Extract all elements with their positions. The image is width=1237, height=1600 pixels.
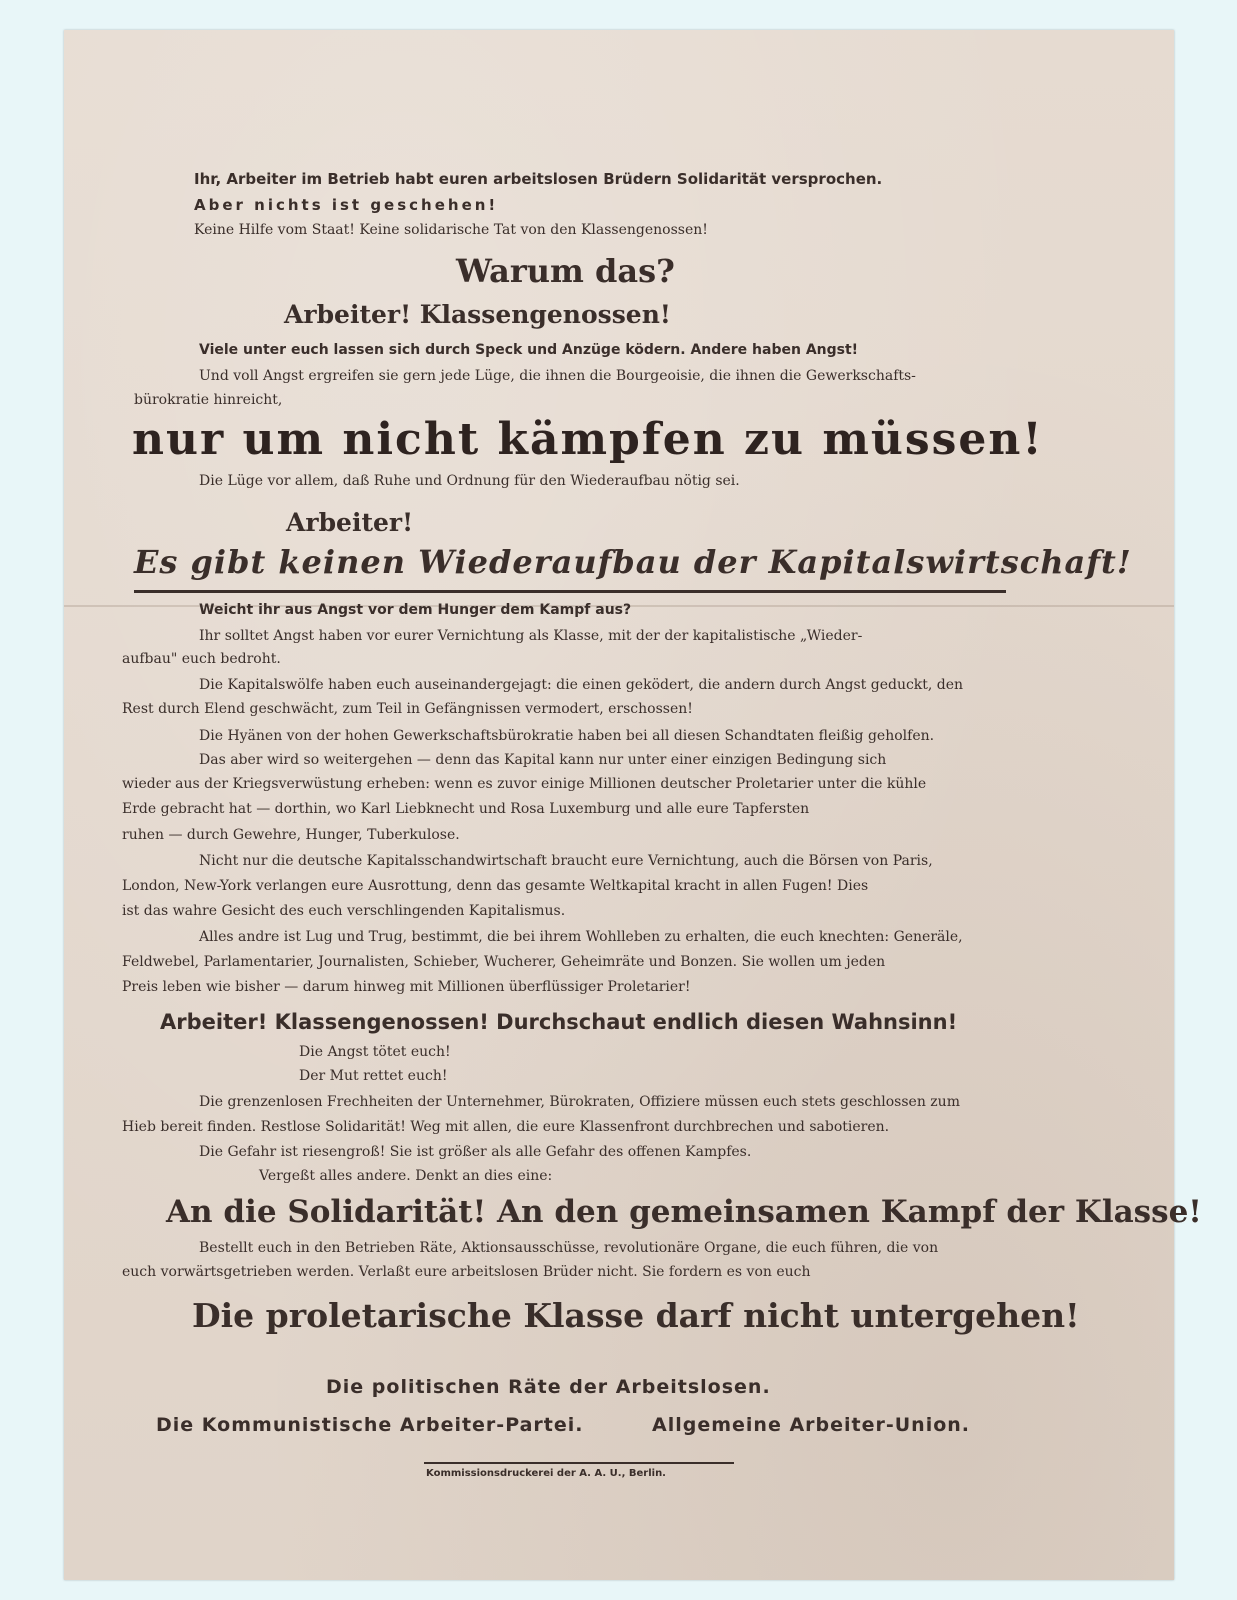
signature-aau: Allgemeine Arbeiter-Union.	[652, 1414, 971, 1436]
para7-line3: Die Gefahr ist riesengroß! Sie ist größer als alle Gefahr des offenen Kampfes.	[199, 1144, 752, 1160]
headline-kaempfen: nur um nicht kämpfen zu müssen!	[132, 414, 1044, 465]
para5-line1: Nicht nur die deutsche Kapitalsschandwirtschaft braucht eure Vernichtung, auch die Börsen von Paris,	[199, 853, 933, 869]
para2-line1: Die Kapitalswölfe haben euch auseinandergejagt: die einen geködert, die andern durch Angst geduckt, den	[199, 677, 964, 693]
intro-line-3: Keine Hilfe vom Staat! Keine solidarische Tat von den Klassengenossen!	[194, 222, 708, 238]
para6-line2: Feldwebel, Parlamentarier, Journalisten, Schieber, Wucherer, Geheimräte und Bonzen. Sie wollen um jeden	[122, 954, 886, 970]
heading-arbeiter-3: Arbeiter! Klassengenossen! Durchschaut endlich diesen Wahnsinn!	[160, 1010, 958, 1034]
headline-underline	[134, 590, 1006, 593]
para6-line3: Preis leben wie bisher — darum hinweg mit Millionen überflüssiger Proletarier!	[122, 979, 691, 995]
leaflet-paper	[64, 30, 1202, 1580]
signature-kapd: Die Kommunistische Arbeiter-Partei.	[156, 1414, 584, 1436]
footer-rule	[424, 1462, 734, 1464]
para3-line1: Die Hyänen von der hohen Gewerkschaftsbürokratie haben bei all diesen Schandtaten fleißig geholfen.	[199, 728, 935, 744]
para1-line2: Ihr solltet Angst haben vor eurer Vernichtung als Klasse, mit der der kapitalistische „Wieder-	[199, 628, 863, 644]
intro-line-1: Ihr, Arbeiter im Betrieb habt euren arbeitslosen Brüdern Solidarität versprochen.	[194, 170, 883, 188]
printer-imprint: Kommissionsdruckerei der A. A. U., Berlin.	[426, 1468, 666, 1479]
intro-line-2: Aber nichts ist geschehen!	[194, 196, 499, 214]
line-angst-1: Und voll Angst ergreifen sie gern jede Lüge, die ihnen die Bourgeoisie, die ihnen die Gewerkschafts-	[199, 368, 916, 384]
signature-raete: Die politischen Räte der Arbeitslosen.	[326, 1376, 771, 1398]
para4-line1: Das aber wird so weitergehen — denn das Kapital kann nur unter einer einzigen Bedingung sich	[199, 752, 887, 768]
para4-line3: Erde gebracht hat — dorthin, wo Karl Liebknecht und Rosa Luxemburg und alle eure Tapfersten	[122, 801, 810, 817]
para8-line2: euch vorwärtsgetrieben werden. Verlaßt eure arbeitslosen Brüder nicht. Sie fordern es von euch	[122, 1264, 811, 1280]
para7-line2: Hieb bereit finden. Restlose Solidarität! Weg mit allen, die eure Klassenfront durchbrechen und sabotieren.	[122, 1119, 890, 1135]
line-angst-toetet: Die Angst tötet euch!	[299, 1044, 451, 1060]
headline-solidaritaet: An die Solidarität! An den gemeinsamen Kampf der Klasse!	[166, 1194, 1202, 1230]
para8-line1: Bestellt euch in den Betrieben Räte, Aktionsausschüsse, revolutionäre Organe, die euch führen, die von	[199, 1240, 939, 1256]
line-mut-rettet: Der Mut rettet euch!	[299, 1068, 448, 1084]
line-angst-2: bürokratie hinreicht,	[134, 392, 283, 408]
para1-line1: Weicht ihr aus Angst vor dem Hunger dem Kampf aus?	[199, 602, 632, 618]
para4-line2: wieder aus der Kriegsverwüstung erheben: wenn es zuvor einige Millionen deutscher Proletarier unter die kühle	[122, 776, 927, 792]
headline-wiederaufbau: Es gibt keinen Wiederaufbau der Kapitalswirtschaft!	[134, 543, 1132, 581]
line-luege: Die Lüge vor allem, daß Ruhe und Ordnung für den Wiederaufbau nötig sei.	[199, 473, 740, 489]
headline-proletarische-klasse: Die proletarische Klasse darf nicht untergehen!	[192, 1296, 1080, 1335]
heading-arbeiter-1: Arbeiter! Klassengenossen!	[284, 300, 671, 329]
para1-line3: aufbau" euch bedroht.	[122, 651, 281, 667]
para2-line2: Rest durch Elend geschwächt, zum Teil in Gefängnissen vermodert, erschossen!	[122, 701, 693, 717]
para5-line2: London, New-York verlangen eure Ausrottung, denn das gesamte Weltkapital kracht in allen Fugen! Dies	[122, 878, 869, 894]
heading-arbeiter-2: Arbeiter!	[286, 508, 414, 537]
para5-line3: ist das wahre Gesicht des euch verschlingenden Kapitalismus.	[122, 903, 566, 919]
para6-line1: Alles andre ist Lug und Trug, bestimmt, die bei ihrem Wohlleben zu erhalten, die euch knechten: Generäle,	[199, 929, 963, 945]
para7-line1: Die grenzenlosen Frechheiten der Unternehmer, Bürokraten, Offiziere müssen euch stets geschlossen zum	[199, 1094, 960, 1110]
para4-line4: ruhen — durch Gewehre, Hunger, Tuberkulose.	[122, 827, 460, 843]
para7-line4: Vergeßt alles andere. Denkt an dies eine:	[259, 1168, 553, 1184]
heading-warum: Warum das?	[456, 252, 675, 290]
line-speck: Viele unter euch lassen sich durch Speck und Anzüge ködern. Andere haben Angst!	[199, 342, 859, 358]
